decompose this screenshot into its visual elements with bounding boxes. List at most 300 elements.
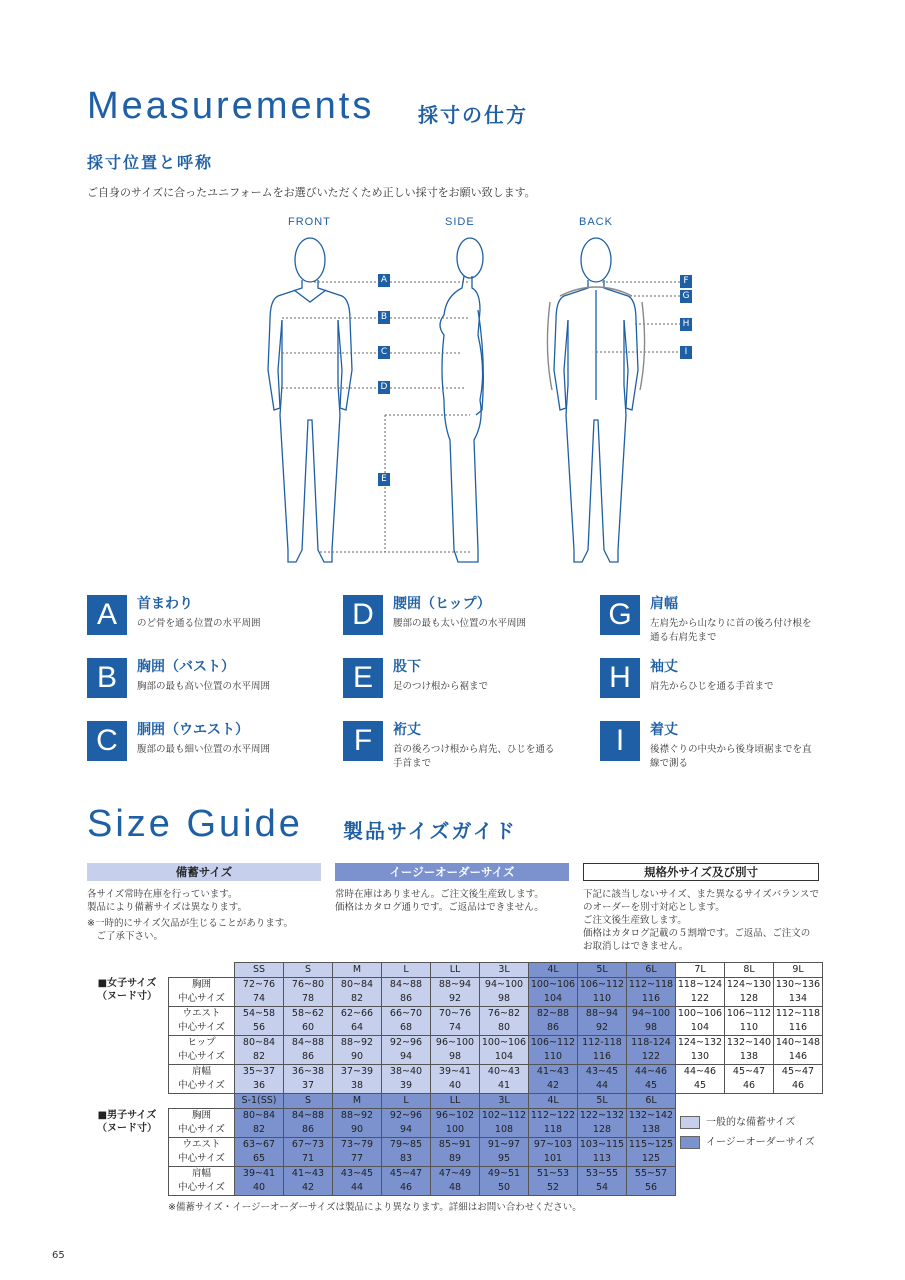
range-value: 96~102: [435, 1110, 475, 1121]
size-cell: [774, 978, 823, 1007]
size-header-cell: LL: [431, 1094, 480, 1109]
size-header-row: [169, 963, 823, 978]
item-desc: 足のつけ根から裾まで: [393, 681, 489, 692]
range-value: 45~47: [389, 1168, 423, 1179]
size-cell: [431, 1138, 480, 1167]
legend-label-easy-order: イージーオーダーサイズ: [706, 1137, 815, 1148]
center-value: 86: [399, 993, 413, 1004]
size-header-row: [169, 1094, 676, 1109]
marker-a: A: [378, 274, 390, 287]
letter-badge: F: [343, 721, 383, 761]
center-size-label: 中心サイズ: [178, 1182, 225, 1193]
size-cell: [382, 1036, 431, 1065]
size-cell: [431, 1109, 480, 1138]
measure-item-i: [600, 721, 850, 781]
size-cell: [480, 1036, 529, 1065]
legend-swatch-stock: [680, 1116, 700, 1129]
size-cell: [529, 1036, 578, 1065]
range-value: 100~106: [481, 1037, 527, 1048]
women-size-table: [168, 962, 823, 1094]
center-value: 100: [445, 1124, 465, 1135]
item-desc: のど骨を通る位置の水平周囲: [137, 618, 261, 629]
legend-label-stock: 一般的な備蓄サイズ: [706, 1117, 796, 1128]
measure-item-a: [87, 595, 337, 655]
range-value: 84~88: [291, 1110, 325, 1121]
measure-name: ウエスト: [182, 1139, 221, 1150]
range-value: 80~84: [340, 979, 374, 990]
center-value: 56: [252, 1022, 266, 1033]
center-value: 116: [788, 1022, 808, 1033]
item-title: 首まわり: [137, 596, 193, 612]
center-value: 110: [592, 993, 612, 1004]
center-value: 74: [448, 1022, 462, 1033]
measure-item-h: [600, 658, 850, 718]
center-value: 82: [350, 993, 364, 1004]
marker-d: D: [378, 381, 390, 394]
size-header-cell: 4L: [529, 963, 578, 978]
center-value: 60: [301, 1022, 315, 1033]
center-value: 74: [252, 993, 266, 1004]
size-cell: [529, 1138, 578, 1167]
table-row: [169, 978, 823, 1007]
size-cell: [725, 1065, 774, 1094]
row-label: [169, 1138, 235, 1167]
letter-badge: D: [343, 595, 383, 635]
center-value: 90: [350, 1124, 364, 1135]
men-size-label: ■男子サイズ （ヌード寸）: [97, 1110, 157, 1134]
row-label: [169, 1109, 235, 1138]
range-value: 112~118: [628, 979, 674, 990]
size-cell: [480, 1167, 529, 1196]
center-value: 94: [399, 1124, 413, 1135]
size-header-cell: 5L: [578, 1094, 627, 1109]
range-value: 118-124: [631, 1037, 671, 1048]
row-label: [169, 1167, 235, 1196]
size-cell: [725, 1007, 774, 1036]
range-value: 124~130: [726, 979, 772, 990]
size-header-cell: S: [284, 963, 333, 978]
size-guide-title: Size Guide: [87, 803, 303, 845]
size-cell: [627, 1109, 676, 1138]
letter-badge: B: [87, 658, 127, 698]
center-value: 89: [448, 1153, 462, 1164]
row-label: [169, 1007, 235, 1036]
marker-f: F: [680, 275, 692, 288]
center-value: 71: [301, 1153, 315, 1164]
measure-name: ウエスト: [182, 1008, 221, 1019]
size-cell: [578, 1036, 627, 1065]
center-value: 138: [739, 1051, 759, 1062]
measure-name: 胸囲: [191, 979, 211, 990]
easy-order-bar: イージーオーダーサイズ: [335, 863, 569, 881]
range-value: 88~94: [438, 979, 472, 990]
center-value: 40: [252, 1182, 266, 1193]
size-cell: [578, 978, 627, 1007]
center-size-label: 中心サイズ: [178, 1080, 225, 1091]
center-value: 44: [595, 1080, 609, 1091]
item-title: 着丈: [650, 722, 678, 738]
custom-size-bar: 規格外サイズ及び別寸: [583, 863, 819, 881]
center-value: 104: [543, 993, 563, 1004]
center-size-label: 中心サイズ: [178, 1051, 225, 1062]
size-cell: [284, 1138, 333, 1167]
range-value: 41~43: [536, 1066, 570, 1077]
range-value: 72~76: [242, 979, 276, 990]
range-value: 100~106: [677, 1008, 723, 1019]
item-title: 裄丈: [393, 722, 421, 738]
size-header-cell: M: [333, 1094, 382, 1109]
size-cell: [431, 1007, 480, 1036]
item-desc: 肩先からひじを通る手首まで: [650, 681, 774, 692]
range-value: 92~96: [389, 1110, 423, 1121]
range-value: 132~140: [726, 1037, 772, 1048]
center-size-label: 中心サイズ: [178, 1124, 225, 1135]
range-value: 43~45: [340, 1168, 374, 1179]
size-cell: [382, 1109, 431, 1138]
letter-badge: C: [87, 721, 127, 761]
range-value: 91~97: [487, 1139, 521, 1150]
size-cell: [284, 1065, 333, 1094]
size-cell: [676, 1065, 725, 1094]
center-value: 134: [788, 993, 808, 1004]
size-cell: [333, 1138, 382, 1167]
center-value: 36: [252, 1080, 266, 1091]
size-cell: [480, 1065, 529, 1094]
center-value: 41: [497, 1080, 511, 1091]
size-cell: [725, 1036, 774, 1065]
center-value: 40: [448, 1080, 462, 1091]
size-cell: [235, 1007, 284, 1036]
measure-item-f: [343, 721, 593, 781]
center-value: 118: [543, 1124, 563, 1135]
measure-item-c: [87, 721, 337, 781]
range-value: 58~62: [291, 1008, 325, 1019]
center-value: 45: [644, 1080, 658, 1091]
item-desc: 胸部の最も高い位置の水平周囲: [137, 681, 271, 692]
range-value: 44~46: [683, 1066, 717, 1077]
range-value: 115~125: [628, 1139, 674, 1150]
range-value: 76~80: [291, 979, 325, 990]
marker-i: I: [680, 346, 692, 359]
size-cell: [235, 978, 284, 1007]
center-value: 92: [448, 993, 462, 1004]
range-value: 85~91: [438, 1139, 472, 1150]
size-cell: [529, 1109, 578, 1138]
size-cell: [382, 1138, 431, 1167]
center-value: 98: [644, 1022, 658, 1033]
size-cell: [235, 1167, 284, 1196]
size-cell: [578, 1138, 627, 1167]
item-title: 腰囲（ヒップ）: [393, 596, 491, 612]
center-value: 42: [546, 1080, 560, 1091]
item-desc: 左肩先から山なりに首の後ろ付け根を通る右肩先まで: [650, 618, 812, 643]
size-header-cell: S-1(SS): [235, 1094, 284, 1109]
range-value: 80~84: [242, 1037, 276, 1048]
center-value: 46: [742, 1080, 756, 1091]
range-value: 88~94: [585, 1008, 619, 1019]
legend-swatch-easy-order: [680, 1136, 700, 1149]
center-value: 77: [350, 1153, 364, 1164]
item-title: 袖丈: [650, 659, 678, 675]
size-header-cell: 3L: [480, 1094, 529, 1109]
range-value: 38~40: [389, 1066, 423, 1077]
stock-description: 各サイズ常時在庫を行っています。 製品により備蓄サイズは異なります。: [87, 889, 247, 913]
measure-item-d: [343, 595, 593, 655]
center-value: 110: [739, 1022, 759, 1033]
size-header-cell: 5L: [578, 963, 627, 978]
size-cell: [578, 1109, 627, 1138]
center-value: 128: [739, 993, 759, 1004]
size-cell: [774, 1007, 823, 1036]
center-value: 98: [497, 993, 511, 1004]
size-header-cell: M: [333, 963, 382, 978]
size-cell: [333, 1036, 382, 1065]
table-row: [169, 1109, 676, 1138]
size-cell: [235, 1036, 284, 1065]
size-cell: [382, 978, 431, 1007]
range-value: 53~55: [585, 1168, 619, 1179]
range-value: 96~100: [435, 1037, 475, 1048]
range-value: 66~70: [389, 1008, 423, 1019]
size-header-cell: L: [382, 963, 431, 978]
center-value: 50: [497, 1182, 511, 1193]
range-value: 88~92: [340, 1037, 374, 1048]
center-value: 83: [399, 1153, 413, 1164]
range-value: 112-118: [582, 1037, 622, 1048]
range-value: 43~45: [585, 1066, 619, 1077]
range-value: 73~79: [340, 1139, 374, 1150]
range-value: 84~88: [389, 979, 423, 990]
row-label: [169, 1036, 235, 1065]
page-number: 65: [52, 1250, 65, 1261]
size-cell: [480, 978, 529, 1007]
range-value: 88~92: [340, 1110, 374, 1121]
range-value: 44~46: [634, 1066, 668, 1077]
range-value: 76~82: [487, 1008, 521, 1019]
measure-name: 胸囲: [191, 1110, 211, 1121]
range-value: 36~38: [291, 1066, 325, 1077]
center-value: 86: [546, 1022, 560, 1033]
size-cell: [284, 1109, 333, 1138]
size-cell: [480, 1138, 529, 1167]
size-cell: [529, 1065, 578, 1094]
center-value: 122: [690, 993, 710, 1004]
size-header-cell: 3L: [480, 963, 529, 978]
range-value: 84~88: [291, 1037, 325, 1048]
range-value: 140~148: [775, 1037, 821, 1048]
center-value: 110: [543, 1051, 563, 1062]
center-value: 138: [641, 1124, 661, 1135]
center-value: 82: [252, 1124, 266, 1135]
item-desc: 腰部の最も太い位置の水平周囲: [393, 618, 527, 629]
range-value: 124~132: [677, 1037, 723, 1048]
size-cell: [480, 1109, 529, 1138]
center-value: 37: [301, 1080, 315, 1091]
size-cell: [235, 1138, 284, 1167]
center-value: 46: [791, 1080, 805, 1091]
size-cell: [578, 1007, 627, 1036]
size-cell: [284, 978, 333, 1007]
measure-item-e: [343, 658, 593, 718]
women-size-label: ■女子サイズ （ヌード寸）: [97, 978, 157, 1002]
center-value: 90: [350, 1051, 364, 1062]
item-desc: 後襟ぐりの中央から後身頃裾までを直線で測る: [650, 744, 812, 769]
measurements-title-ja: 採寸の仕方: [418, 103, 528, 127]
men-size-table: [168, 1093, 676, 1196]
center-value: 64: [350, 1022, 364, 1033]
center-value: 80: [497, 1022, 511, 1033]
size-cell: [284, 1007, 333, 1036]
range-value: 112~122: [530, 1110, 576, 1121]
item-title: 股下: [393, 659, 421, 675]
row-label: [169, 1065, 235, 1094]
center-value: 54: [595, 1182, 609, 1193]
size-cell: [235, 1065, 284, 1094]
center-size-label: 中心サイズ: [178, 1022, 225, 1033]
front-label: FRONT: [288, 216, 331, 228]
center-value: 113: [592, 1153, 612, 1164]
size-header-cell: SS: [235, 963, 284, 978]
size-cell: [774, 1065, 823, 1094]
item-desc: 腹部の最も細い位置の水平周囲: [137, 744, 271, 755]
range-value: 70~76: [438, 1008, 472, 1019]
item-title: 胸囲（バスト）: [137, 659, 235, 675]
measure-name: ヒップ: [187, 1037, 216, 1048]
side-label: SIDE: [445, 216, 475, 228]
size-cell: [333, 1065, 382, 1094]
marker-h: H: [680, 318, 692, 331]
range-value: 35~37: [242, 1066, 276, 1077]
measure-item-b: [87, 658, 337, 718]
center-value: 122: [641, 1051, 661, 1062]
body-outline-illustration: [230, 210, 710, 590]
center-value: 38: [350, 1080, 364, 1091]
size-cell: [676, 1036, 725, 1065]
marker-b: B: [378, 311, 390, 324]
size-cell: [627, 1167, 676, 1196]
size-header-cell: LL: [431, 963, 480, 978]
letter-badge: A: [87, 595, 127, 635]
center-value: 146: [788, 1051, 808, 1062]
range-value: 55~57: [634, 1168, 668, 1179]
measure-name: 肩幅: [191, 1066, 211, 1077]
center-value: 44: [350, 1182, 364, 1193]
size-header-cell: 4L: [529, 1094, 578, 1109]
range-value: 112~118: [775, 1008, 821, 1019]
measurements-subtitle: 採寸位置と呼称: [87, 153, 214, 172]
center-value: 95: [497, 1153, 511, 1164]
center-value: 52: [546, 1182, 560, 1193]
range-value: 62~66: [340, 1008, 374, 1019]
size-cell: [529, 1167, 578, 1196]
center-value: 104: [690, 1022, 710, 1033]
center-value: 130: [690, 1051, 710, 1062]
size-header-cell: 6L: [627, 963, 676, 978]
range-value: 37~39: [340, 1066, 374, 1077]
size-footnote: ※備蓄サイズ・イージーオーダーサイズは製品により異なります。詳細はお問い合わせください。: [168, 1202, 582, 1213]
center-value: 68: [399, 1022, 413, 1033]
size-cell: [480, 1007, 529, 1036]
range-value: 106~112: [530, 1037, 576, 1048]
back-label: BACK: [579, 216, 613, 228]
size-cell: [627, 1065, 676, 1094]
center-value: 128: [592, 1124, 612, 1135]
stock-note: ※一時的にサイズ欠品が生じることがあります。 ご了承下さい。: [87, 918, 293, 942]
size-cell: [627, 1036, 676, 1065]
center-value: 125: [641, 1153, 661, 1164]
item-title: 肩幅: [650, 596, 678, 612]
size-cell: [431, 1167, 480, 1196]
center-value: 101: [543, 1153, 563, 1164]
range-value: 94~100: [631, 1008, 671, 1019]
range-value: 47~49: [438, 1168, 472, 1179]
range-value: 100~106: [530, 979, 576, 990]
range-value: 130~136: [775, 979, 821, 990]
size-cell: [431, 1065, 480, 1094]
center-value: 56: [644, 1182, 658, 1193]
marker-c: C: [378, 346, 390, 359]
center-value: 108: [494, 1124, 514, 1135]
size-cell: [578, 1167, 627, 1196]
range-value: 41~43: [291, 1168, 325, 1179]
center-value: 48: [448, 1182, 462, 1193]
range-value: 49~51: [487, 1168, 521, 1179]
center-size-label: 中心サイズ: [178, 993, 225, 1004]
range-value: 118~124: [677, 979, 723, 990]
range-value: 102~112: [481, 1110, 527, 1121]
center-value: 116: [641, 993, 661, 1004]
easy-order-description: 常時在庫はありません。ご注文後生産致します。 価格はカタログ通りです。ご返品はできません。: [335, 889, 544, 913]
table-row: [169, 1167, 676, 1196]
size-guide-title-ja: 製品サイズガイド: [343, 819, 517, 843]
size-header-cell: L: [382, 1094, 431, 1109]
range-value: 132~142: [628, 1110, 674, 1121]
size-cell: [627, 1007, 676, 1036]
size-cell: [382, 1007, 431, 1036]
size-cell: [627, 1138, 676, 1167]
table-row: [169, 1007, 823, 1036]
size-cell: [774, 1036, 823, 1065]
size-cell: [382, 1065, 431, 1094]
table-row: [169, 1065, 823, 1094]
range-value: 45~47: [781, 1066, 815, 1077]
body-figures: [230, 210, 710, 590]
range-value: 106~112: [579, 979, 625, 990]
center-value: 98: [448, 1051, 462, 1062]
size-cell: [578, 1065, 627, 1094]
size-cell: [333, 1007, 382, 1036]
letter-badge: G: [600, 595, 640, 635]
range-value: 40~43: [487, 1066, 521, 1077]
center-value: 86: [301, 1051, 315, 1062]
range-value: 82~88: [536, 1008, 570, 1019]
marker-e: E: [378, 473, 390, 486]
range-value: 106~112: [726, 1008, 772, 1019]
size-cell: [529, 1007, 578, 1036]
range-value: 79~85: [389, 1139, 423, 1150]
measurements-title: Measurements: [87, 85, 375, 127]
custom-size-description: 下記に該当しないサイズ、また異なるサイズバランスでのオーダーを別寸対応とします。 ご注文後生産致します。 価格はカタログ記載の５割増です。ご返品、ご注文のお取消しはできません。: [583, 889, 819, 952]
center-value: 78: [301, 993, 315, 1004]
center-value: 65: [252, 1153, 266, 1164]
center-value: 46: [399, 1182, 413, 1193]
measure-item-g: [600, 595, 850, 655]
table-corner: [169, 963, 235, 978]
stock-size-bar: 備蓄サイズ: [87, 863, 321, 881]
measurements-intro: ご自身のサイズに合ったユニフォームをお選びいただくため正しい採寸をお願い致します。: [87, 186, 536, 199]
range-value: 92~96: [389, 1037, 423, 1048]
size-cell: [676, 1007, 725, 1036]
